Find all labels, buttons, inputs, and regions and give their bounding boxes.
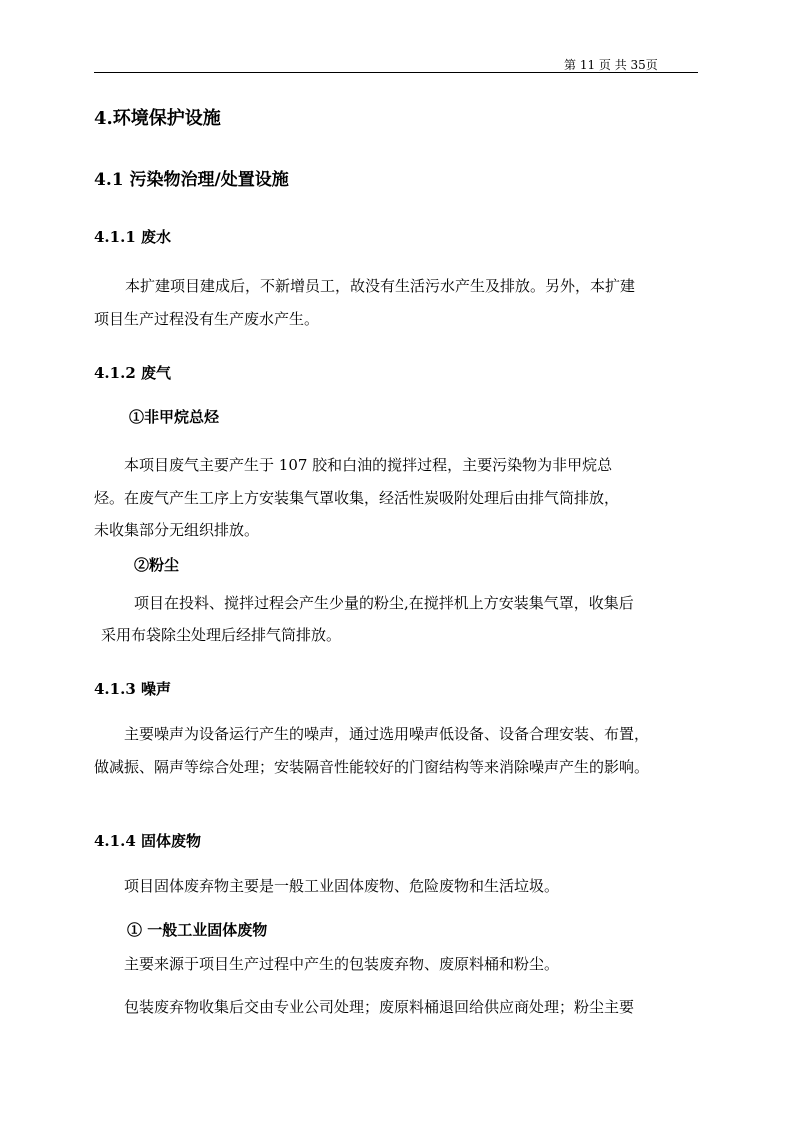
- exhaust-gas-heading: 4.1.2 废气: [94, 364, 171, 382]
- wastewater-paragraph-line-1: 本扩建项目建成后，不新增员工，故没有生活污水产生及排放。另外，本扩建: [125, 277, 636, 295]
- wastewater-heading: 4.1.1 废水: [94, 228, 171, 246]
- noise-paragraph-line-2: 做减振、隔声等综合处理；安装隔音性能较好的门窗结构等来消除噪声产生的影响。: [94, 758, 650, 776]
- section-title: 4.环境保护设施: [94, 108, 221, 129]
- solid-waste-intro: 项目固体废弃物主要是一般工业固体废物、危险废物和生活垃圾。: [124, 877, 560, 895]
- subsection-title: 4.1 污染物治理/处置设施: [94, 170, 289, 190]
- nmhc-paragraph-line-3: 未收集部分无组织排放。: [94, 521, 260, 539]
- nmhc-paragraph-line-2: 烃。在废气产生工序上方安装集气罩收集，经活性炭吸附处理后由排气筒排放，: [94, 489, 620, 507]
- general-solid-waste-heading: ① 一般工业固体废物: [127, 921, 268, 939]
- general-solid-waste-line-2: 包装废弃物收集后交由专业公司处理；废原料桶退回给供应商处理；粉尘主要: [124, 998, 635, 1016]
- nmhc-paragraph-line-1: 本项目废气主要产生于 107 胶和白油的搅拌过程，主要污染物为非甲烷总: [124, 456, 613, 474]
- dust-paragraph-line-2: 采用布袋除尘处理后经排气筒排放。: [101, 626, 342, 644]
- dust-heading: ②粉尘: [134, 556, 180, 574]
- dust-paragraph-line-1: 项目在投料、搅拌过程会产生少量的粉尘,在搅拌机上方安装集气罩，收集后: [134, 594, 634, 612]
- solid-waste-heading: 4.1.4 固体废物: [94, 832, 201, 850]
- general-solid-waste-line-1: 主要来源于项目生产过程中产生的包装废弃物、废原料桶和粉尘。: [124, 955, 560, 973]
- noise-paragraph-line-1: 主要噪声为设备运行产生的噪声，通过选用噪声低设备、设备合理安装、布置，: [124, 725, 650, 743]
- noise-heading: 4.1.3 噪声: [94, 680, 171, 698]
- page-header: [0, 0, 794, 80]
- header-divider: [94, 72, 698, 73]
- nmhc-heading: ①非甲烷总烃: [129, 408, 220, 426]
- page-number: 第 11 页 共 35页: [564, 58, 658, 72]
- wastewater-paragraph-line-2: 项目生产过程没有生产废水产生。: [94, 310, 320, 328]
